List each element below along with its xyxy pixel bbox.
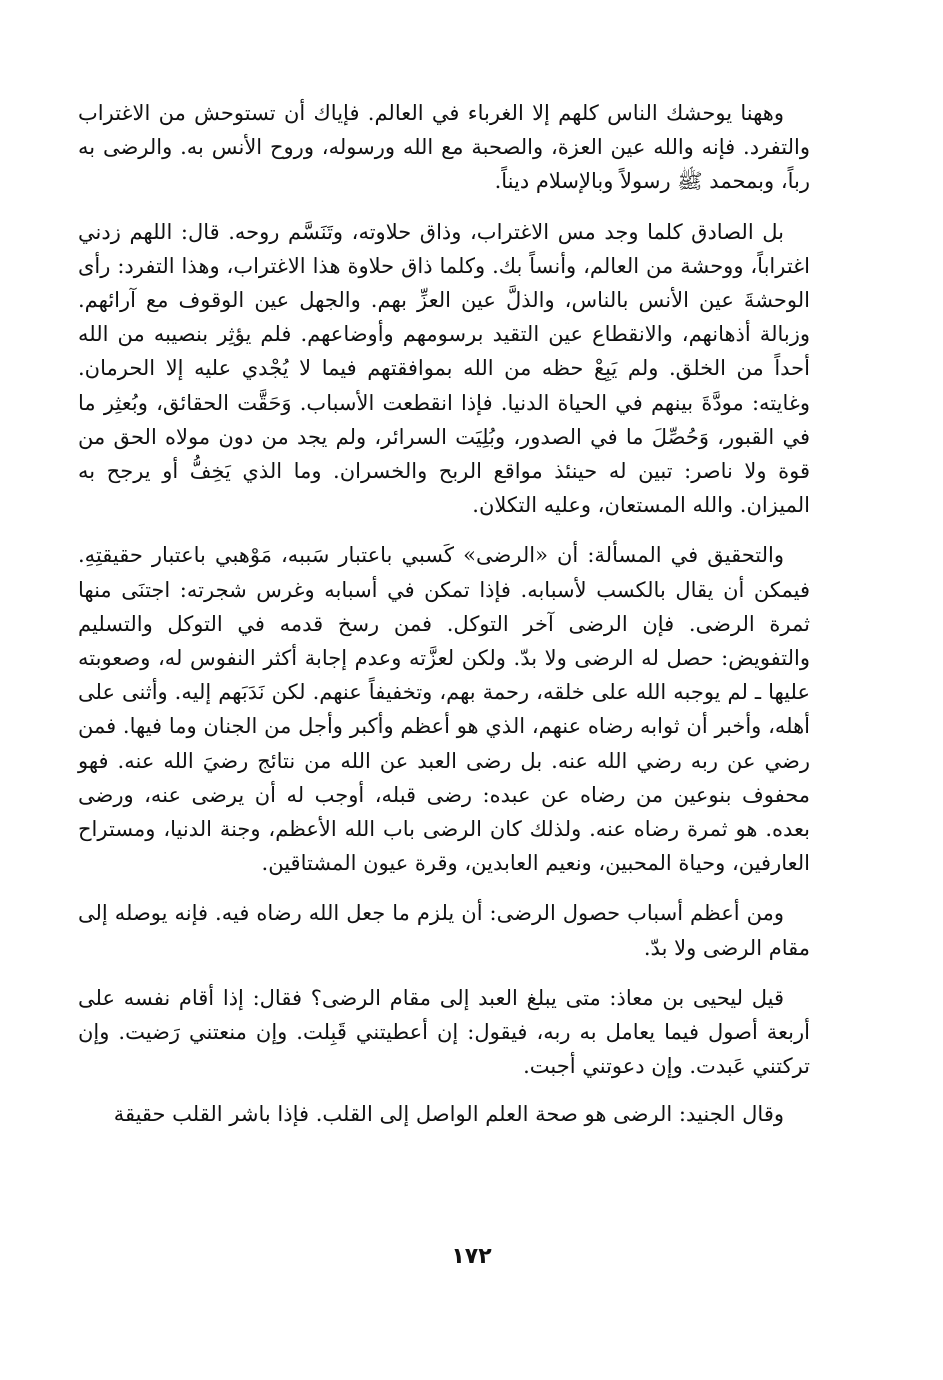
paragraph-4: ومن أعظم أسباب حصول الرضى: أن يلزم ما جعل الله رضاه فيه. فإنه يوصله إلى مقام الرضى ولا بدّ. xyxy=(78,901,810,960)
paragraph-1: وههنا يوحشك الناس كلهم إلا الغرباء في العالم. فإياك أن تستوحش من الاغتراب والتفرد. فإنه والله عين العزة، والصحبة مع الله ورسوله، وروح الأنس به. والرضى به رباً، وبمحمد ﷺ رسولاً وبالإسلام ديناً. xyxy=(78,101,810,194)
paragraph-3: والتحقيق في المسألة: أن «الرضى» كَسبي باعتبار سَببه، مَوْهبي باعتبار حقيقتِهِ. فيمكن أن يقال بالكسب لأسبابه. فإذا تمكن في أسبابه وغرس شجرته: اجتنَى منها ثمرة الرضى. فإن الرضى آخر التوكل. فمن رسخ قدمه في التوكل والتسليم والتفويض: حصل له الرضى ولا بدّ. ولكن لعزَّته وعدم إجابة أكثر النفوس له، وصعوبته عليها ـ لم يوجبه الله على خلقه، رحمة بهم، وتخفيفاً عنهم. لكن نَدَبَهم إليه. وأثنى على أهله، وأخبر أن ثوابه رضاه عنهم، الذي هو أعظم وأكبر وأجل من الجنان وما فيها. فمن رضي عن ربه رضي الله عنه. بل رضى العبد عن الله من نتائج رضيَ الله عنه. فهو محفوف بنوعين من رضاه عن عبده: رضى قبله، أوجب له أن يرضى عنه، ورضى بعده. هو ثمرة رضاه عنه. ولذلك كان الرضى باب الله الأعظم، وجنة الدنيا، ومستراح العارفين، وحياة المحبين، ونعيم العابدين، وقرة عيون المشتاقين. xyxy=(78,543,810,876)
page-number: ١٧٢ xyxy=(451,1244,492,1269)
paragraph-6: وقال الجنيد: الرضى هو صحة العلم الواصل إلى القلب. فإذا باشر القلب حقيقة xyxy=(113,1102,784,1127)
paragraph-5: قيل ليحيى بن معاذ: متى يبلغ العبد إلى مقام الرضى؟ فقال: إذا أقام نفسه على أربعة أصول فيما يعامل به ربه، فيقول: إن أعطيتني قَبِلت. وإن منعتني رَضيت. وإن تركتني عَبدت. وإن دعوتني أجبت. xyxy=(78,985,810,1079)
page-body xyxy=(78,96,810,1132)
paragraph-2: بل الصادق كلما وجد مس الاغتراب، وذاق حلاوته، وتَنَسَّم روحه. قال: اللهم زدني اغتراباً، ووحشة من العالم، وأنساً بك. وكلما ذاق حلاوة هذا الاغتراب، وهذا التفرد: رأى الوحشةَ عين الأنس بالناس، والذلَّ عين العزِّ بهم. والجهل عين الوقوف مع آرائهم. وزبالة أذهانهم، والانقطاع عين التقيد برسومهم وأوضاعهم. فلم يؤثِر بنصيبه من الله أحداً من الخلق. ولم يَبِعْ حظه من الله بموافقتهم فيما لا يُجْدي عليه إلا الحرمان. وغايته: مودَّةَ بينهم في الحياة الدنيا. فإذا انقطعت الأسباب. وَحَقَّت الحقائق، وبُعثِر ما في القبور، وَحُصِّلَ ما في الصدور، وبُلِيَت السرائر، ولم يجد من دون مولاه الحق من قوة ولا ناصر: تبين له حينئذ مواقع الربح والخسران. وما الذي يَخِفُّ أو يرجح به الميزان. والله المستعان، وعليه التكلان. xyxy=(78,219,811,518)
